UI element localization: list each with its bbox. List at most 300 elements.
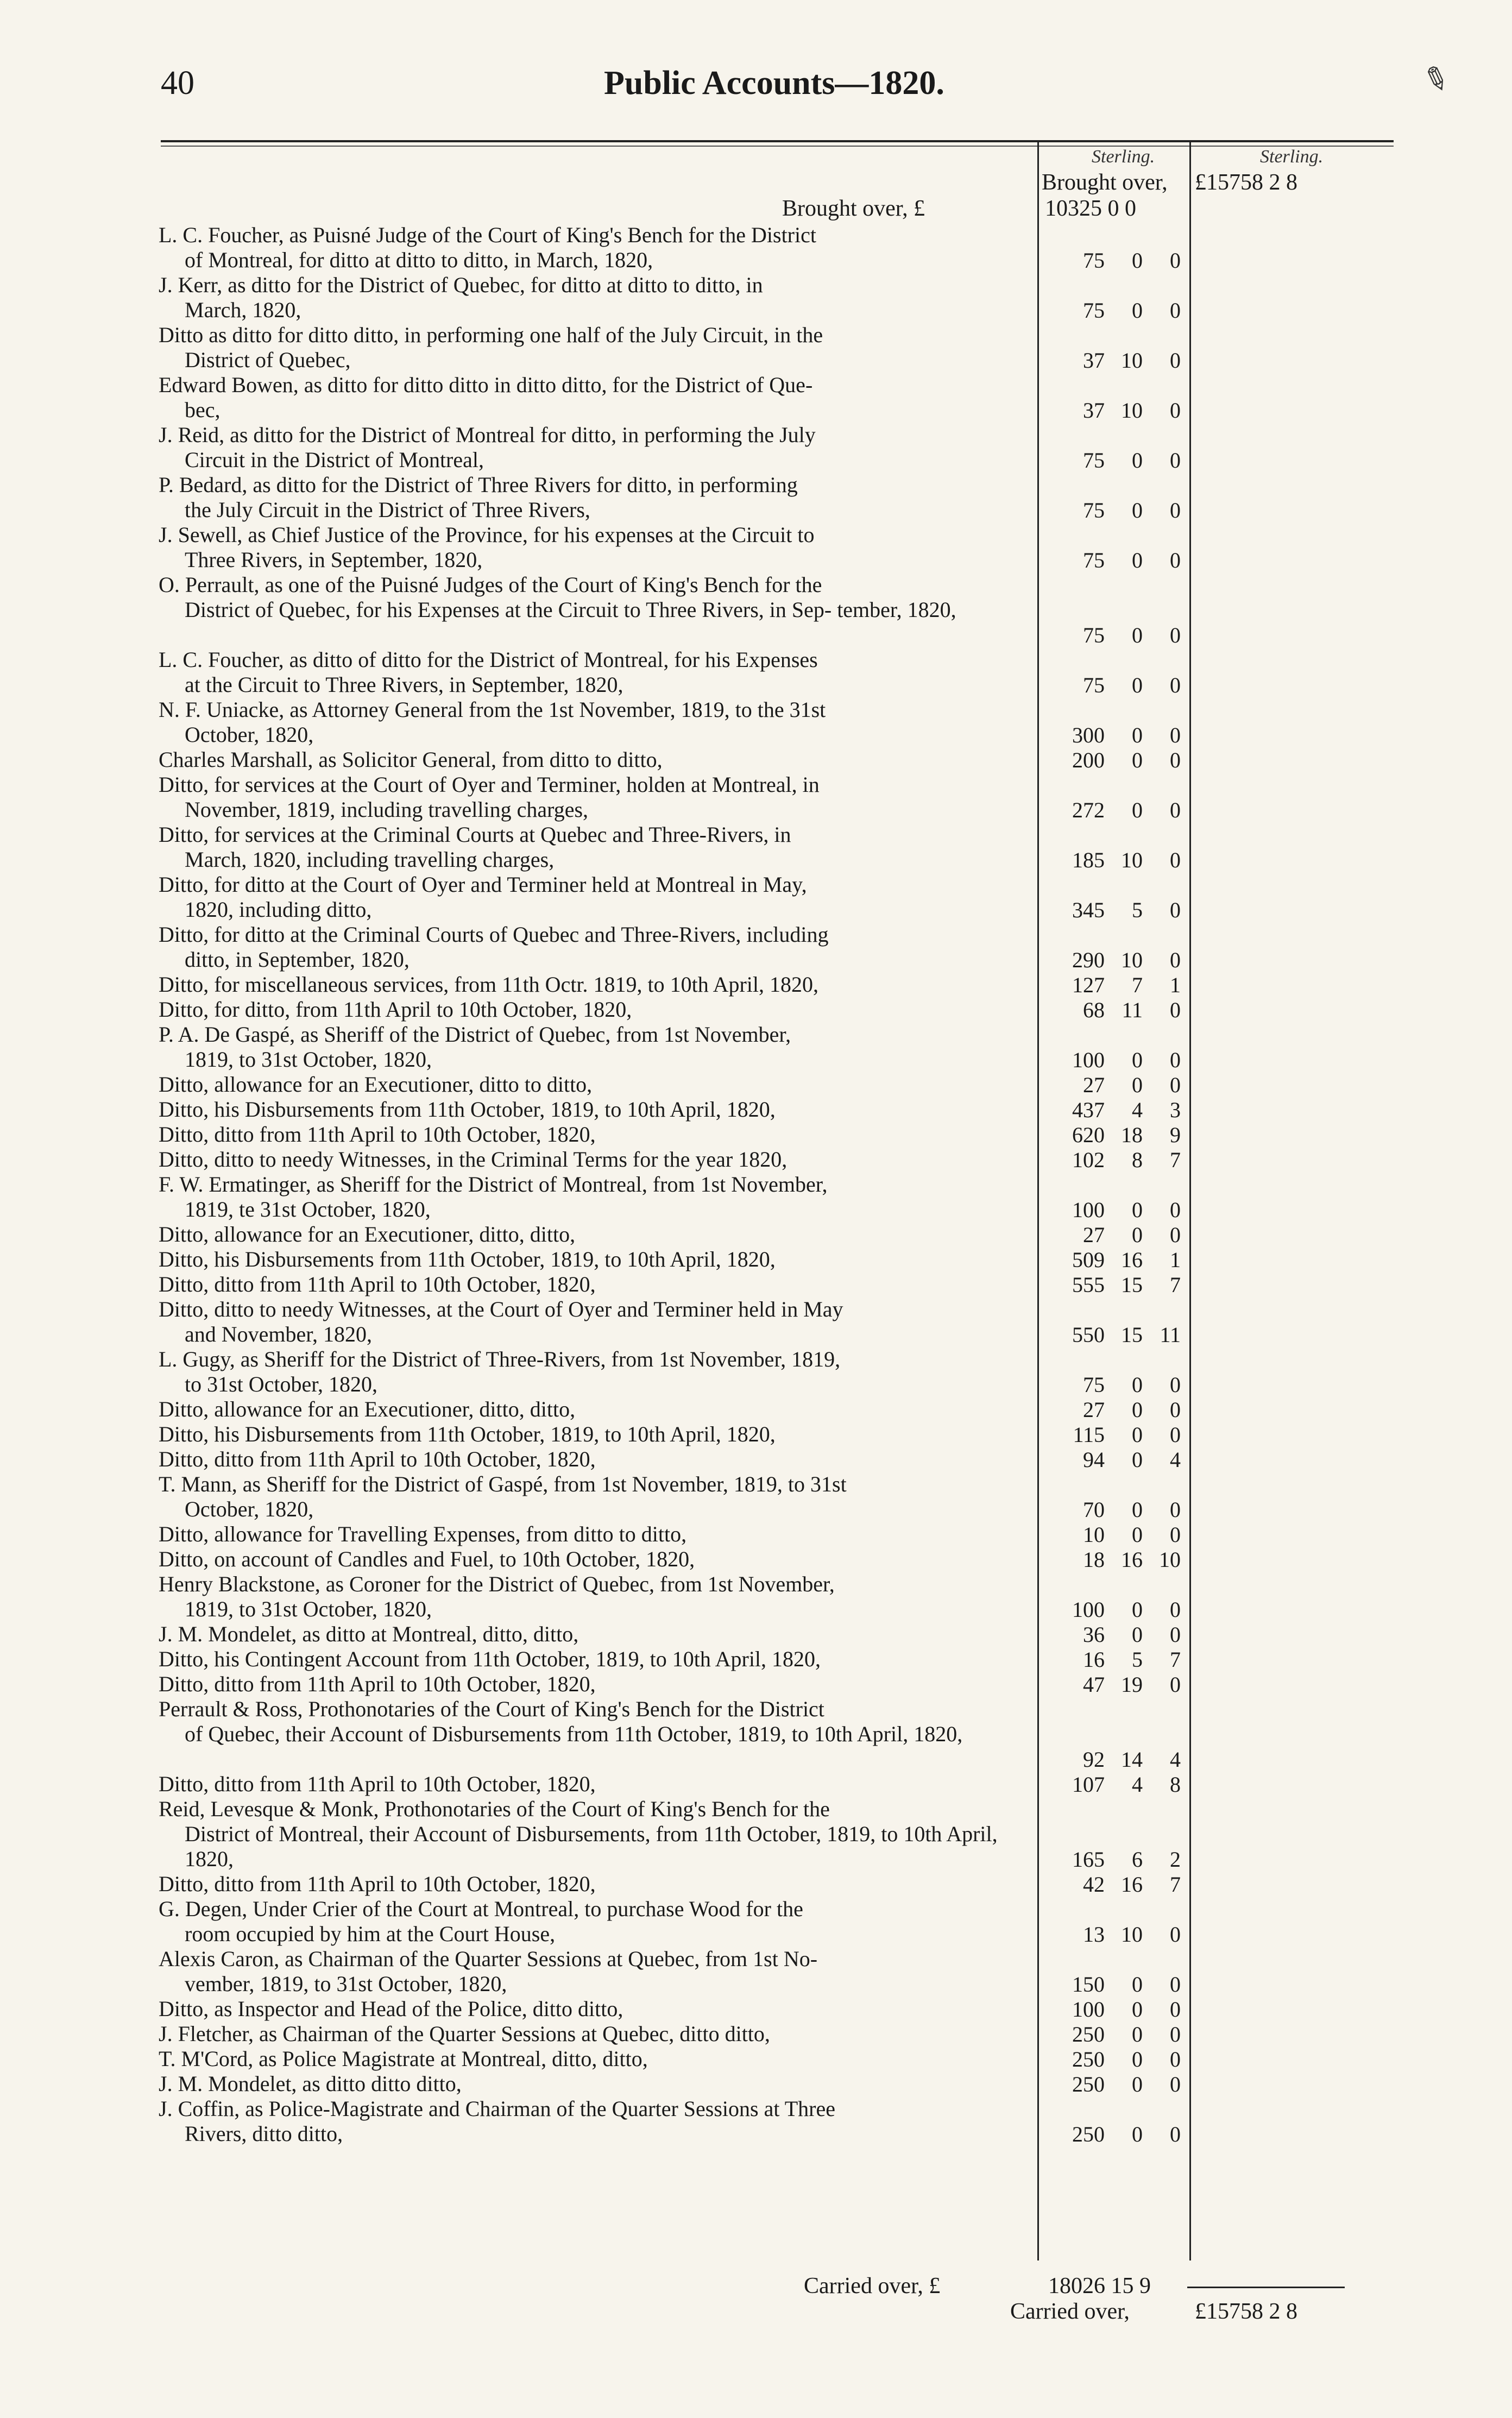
entry-text: T. Mann, as Sheriff for the District of Gaspé, from 1st November, 1819, to 31st: [159, 1472, 847, 1496]
amount-pence: 10: [1159, 1547, 1181, 1572]
amount-shillings: 7: [1132, 973, 1143, 997]
amount-shillings: 4: [1132, 1098, 1143, 1122]
entry-amount: [1040, 1197, 1181, 1223]
amount-shillings: 0: [1132, 2122, 1143, 2146]
amount-pounds: 75: [1083, 298, 1105, 323]
amount-pence: 0: [1170, 1422, 1181, 1447]
amount-pence: 0: [1170, 398, 1181, 423]
amount-shillings: 0: [1132, 2022, 1143, 2047]
amount-shillings: 10: [1121, 398, 1143, 423]
amount-shillings: 0: [1132, 1422, 1143, 1447]
entry-continuation: 1819, te 31st October, 1820,: [185, 1197, 431, 1221]
entry-amount: [1040, 1997, 1181, 2022]
ledger-entry: [159, 1522, 1038, 1547]
amount-pence: 0: [1170, 1522, 1181, 1547]
amount-pounds: 75: [1083, 1372, 1105, 1397]
entry-amount: [1040, 248, 1181, 273]
entry-amount: [1040, 498, 1181, 523]
entry-continuation: of Quebec, their Account of Disbursements from 11th October, 1819, to 10th April, 1820,: [185, 1722, 963, 1746]
amount-shillings: 0: [1132, 673, 1143, 697]
ledger-entry: [159, 1397, 1038, 1422]
entry-text: Ditto as ditto for ditto ditto, in performing one half of the July Circuit, in the: [159, 323, 823, 347]
amount-pence: 7: [1170, 1148, 1181, 1172]
amount-pence: 0: [1170, 1073, 1181, 1097]
ledger-entry: [159, 2071, 1038, 2096]
amount-pounds: 75: [1083, 248, 1105, 273]
amount-pence: 0: [1170, 2047, 1181, 2071]
ledger-entry: [159, 1947, 1038, 1997]
ledger-entry: [159, 522, 1038, 572]
entry-amount: [1040, 1847, 1181, 1872]
ledger-entry: [159, 2022, 1038, 2047]
amount-shillings: 18: [1121, 1123, 1143, 1147]
amount-pence: 0: [1170, 1597, 1181, 1622]
amount-pence: 0: [1170, 2122, 1181, 2146]
amount-pounds: 75: [1083, 448, 1105, 473]
entry-amount: [1040, 1647, 1181, 1672]
entry-text: Ditto, his Disbursements from 11th October, 1819, to 10th April, 1820,: [159, 1422, 776, 1446]
amount-pounds: 36: [1083, 1622, 1105, 1647]
ledger-entry: [159, 373, 1038, 423]
amount-pence: 7: [1170, 1872, 1181, 1897]
amount-pounds: 27: [1083, 1223, 1105, 1247]
amount-pounds: 107: [1072, 1772, 1105, 1797]
entry-text: Ditto, for ditto at the Court of Oyer and Terminer held at Montreal in May,: [159, 872, 807, 897]
entry-amount: [1040, 1272, 1181, 1298]
amount-shillings: 0: [1132, 1522, 1143, 1547]
sterling-heading-2: Sterling.: [1260, 147, 1324, 167]
amount-pounds: 437: [1072, 1098, 1105, 1122]
entry-amount: [1040, 947, 1181, 973]
entry-text: J. M. Mondelet, as ditto at Montreal, ditto, ditto,: [159, 1622, 579, 1646]
amount-shillings: 5: [1132, 1647, 1143, 1672]
amount-shillings: 0: [1132, 1997, 1143, 2022]
amount-pence: 0: [1170, 673, 1181, 697]
amount-pence: 0: [1170, 348, 1181, 373]
entry-amount: [1040, 997, 1181, 1023]
entry-amount: [1040, 1047, 1181, 1073]
amount-pounds: 250: [1072, 2047, 1105, 2071]
entry-continuation: District of Quebec, for his Expenses at the Circuit to Three Rivers, in Sep- tember, 1820,: [185, 597, 956, 622]
amount-pence: 8: [1170, 1772, 1181, 1797]
entry-amount: [1040, 1097, 1181, 1123]
ledger-entry: [159, 1897, 1038, 1947]
amount-pence: 0: [1170, 723, 1181, 747]
entry-continuation: ditto, in September, 1820,: [185, 947, 410, 972]
entry-continuation: at the Circuit to Three Rivers, in September, 1820,: [185, 672, 623, 697]
entry-amount: [1040, 1147, 1181, 1173]
entry-text: Ditto, allowance for an Executioner, ditto, ditto,: [159, 1222, 576, 1246]
entry-continuation: 1819, to 31st October, 1820,: [185, 1597, 432, 1621]
ledger-entry: [159, 872, 1038, 922]
amount-shillings: 14: [1121, 1747, 1143, 1772]
entry-continuation: 1820, including ditto,: [185, 897, 372, 922]
entry-text: Ditto, for ditto at the Criminal Courts of Quebec and Three-Rivers, including: [159, 922, 829, 947]
carried-over-label-2: Carried over,: [1010, 2299, 1130, 2324]
entry-text: J. Kerr, as ditto for the District of Quebec, for ditto at ditto to ditto, in: [159, 273, 763, 297]
amount-shillings: 16: [1121, 1248, 1143, 1272]
entry-text: G. Degen, Under Crier of the Court at Montreal, to purchase Wood for the: [159, 1897, 803, 1921]
amount-pounds: 47: [1083, 1672, 1105, 1697]
header-rule-thin: [161, 146, 1394, 147]
entry-amount: [1040, 1422, 1181, 1447]
amount-shillings: 0: [1132, 1622, 1143, 1647]
entry-amount: [1040, 1322, 1181, 1347]
entry-amount: [1040, 747, 1181, 773]
amount-pounds: 272: [1072, 798, 1105, 822]
entry-amount: [1040, 1547, 1181, 1572]
amount-shillings: 0: [1132, 298, 1143, 323]
entry-continuation: March, 1820,: [185, 298, 301, 322]
amount-pounds: 16: [1083, 1647, 1105, 1672]
ledger-entry: [159, 1422, 1038, 1447]
entry-amount: [1040, 2047, 1181, 2072]
amount-pence: 0: [1170, 1922, 1181, 1947]
amount-shillings: 0: [1132, 1447, 1143, 1472]
amount-pounds: 27: [1083, 1397, 1105, 1422]
entry-amount: [1040, 1247, 1181, 1273]
entry-text: L. C. Foucher, as Puisné Judge of the Court of King's Bench for the District: [159, 223, 816, 247]
entry-continuation: room occupied by him at the Court House,: [185, 1922, 556, 1946]
amount-shillings: 0: [1132, 1972, 1143, 1997]
entry-text: F. W. Ermatinger, as Sheriff for the District of Montreal, from 1st November,: [159, 1172, 828, 1197]
entry-text: Ditto, his Disbursements from 11th October, 1819, to 10th April, 1820,: [159, 1097, 776, 1122]
amount-shillings: 0: [1132, 498, 1143, 522]
entry-amount: [1040, 1222, 1181, 1248]
entry-amount: [1040, 1872, 1181, 1897]
amount-pence: 0: [1170, 548, 1181, 572]
amount-pounds: 185: [1072, 848, 1105, 872]
entry-continuation: November, 1819, including travelling charges,: [185, 797, 589, 822]
entry-text: Ditto, ditto from 11th April to 10th October, 1820,: [159, 1272, 596, 1296]
inner-brought-over-amount: 10325 0 0: [1045, 196, 1136, 221]
ledger-entry: [159, 1147, 1038, 1172]
amount-pounds: 102: [1072, 1148, 1105, 1172]
amount-shillings: 5: [1132, 898, 1143, 922]
ledger-entry: [159, 697, 1038, 747]
amount-pounds: 42: [1083, 1872, 1105, 1897]
amount-shillings: 0: [1132, 1397, 1143, 1422]
amount-pence: 0: [1170, 248, 1181, 273]
amount-shillings: 0: [1132, 1223, 1143, 1247]
carried-over-amount: 18026 15 9: [1048, 2274, 1151, 2299]
ledger-entry: [159, 1997, 1038, 2022]
amount-pence: 0: [1170, 298, 1181, 323]
entry-continuation: Rivers, ditto ditto,: [185, 2121, 343, 2146]
amount-pounds: 100: [1072, 1997, 1105, 2022]
entry-text: P. Bedard, as ditto for the District of Three Rivers for ditto, in performing: [159, 473, 798, 497]
amount-pounds: 75: [1083, 498, 1105, 522]
ledger-entry: [159, 1872, 1038, 1897]
entry-amount: [1040, 622, 1181, 648]
amount-shillings: 0: [1132, 1048, 1143, 1072]
amount-shillings: 15: [1121, 1273, 1143, 1297]
entry-amount: [1040, 672, 1181, 698]
amount-pounds: 550: [1072, 1323, 1105, 1347]
ledger-entry: [159, 1272, 1038, 1297]
amount-pounds: 94: [1083, 1447, 1105, 1472]
amount-shillings: 16: [1121, 1547, 1143, 1572]
entry-amount: [1040, 797, 1181, 823]
amount-shillings: 0: [1132, 2047, 1143, 2071]
entry-text: Ditto, on account of Candles and Fuel, to 10th October, 1820,: [159, 1547, 695, 1571]
entry-amount: [1040, 1497, 1181, 1522]
entry-text: Ditto, ditto to needy Witnesses, at the Court of Oyer and Terminer held in May: [159, 1297, 843, 1321]
amount-pence: 0: [1170, 998, 1181, 1022]
amount-pence: 7: [1170, 1273, 1181, 1297]
entry-text: P. A. De Gaspé, as Sheriff of the District of Quebec, from 1st November,: [159, 1022, 791, 1047]
entry-text: Ditto, his Disbursements from 11th October, 1819, to 10th April, 1820,: [159, 1247, 776, 1271]
entry-continuation: Circuit in the District of Montreal,: [185, 448, 484, 472]
amount-shillings: 0: [1132, 1198, 1143, 1222]
amount-shillings: 0: [1132, 448, 1143, 473]
amount-pence: 4: [1170, 1747, 1181, 1772]
entry-text: Ditto, ditto from 11th April to 10th October, 1820,: [159, 1672, 596, 1696]
inner-brought-over-label: Brought over, £: [782, 196, 925, 221]
amount-pounds: 75: [1083, 548, 1105, 572]
ledger-entry: [159, 1472, 1038, 1522]
amount-pence: 4: [1170, 1447, 1181, 1472]
entry-amount: [1040, 348, 1181, 373]
amount-pence: 3: [1170, 1098, 1181, 1122]
entry-text: Ditto, ditto from 11th April to 10th October, 1820,: [159, 1447, 596, 1471]
entry-text: Ditto, for miscellaneous services, from 11th Octr. 1819, to 10th April, 1820,: [159, 972, 818, 997]
amount-shillings: 10: [1121, 848, 1143, 872]
entry-amount: [1040, 448, 1181, 473]
ledger-entry: [159, 1547, 1038, 1572]
ledger-entry: [159, 273, 1038, 323]
entry-text: Ditto, allowance for Travelling Expenses, from ditto to ditto,: [159, 1522, 687, 1546]
amount-pounds: 290: [1072, 948, 1105, 972]
entry-text: N. F. Uniacke, as Attorney General from the 1st November, 1819, to the 31st: [159, 697, 826, 722]
entry-amount: [1040, 2121, 1181, 2147]
amount-pounds: 509: [1072, 1248, 1105, 1272]
carried-over-label: Carried over, £: [804, 2274, 941, 2299]
amount-pence: 0: [1170, 948, 1181, 972]
amount-pence: 0: [1170, 898, 1181, 922]
amount-pounds: 165: [1072, 1847, 1105, 1872]
entry-text: Ditto, for services at the Court of Oyer and Terminer, holden at Montreal, in: [159, 772, 820, 797]
amount-pounds: 345: [1072, 898, 1105, 922]
entry-amount: [1040, 722, 1181, 748]
amount-shillings: 10: [1121, 948, 1143, 972]
entry-text: Henry Blackstone, as Coroner for the District of Quebec, from 1st November,: [159, 1572, 835, 1596]
ledger-entry: [159, 1097, 1038, 1122]
ledger-entry: [159, 922, 1038, 972]
amount-pounds: 115: [1073, 1422, 1105, 1447]
entry-text: Ditto, ditto to needy Witnesses, in the Criminal Terms for the year 1820,: [159, 1147, 788, 1172]
entry-text: O. Perrault, as one of the Puisné Judges of the Court of King's Bench for the: [159, 572, 822, 597]
amount-pence: 0: [1170, 2072, 1181, 2096]
amount-shillings: 0: [1132, 1372, 1143, 1397]
entry-continuation: vember, 1819, to 31st October, 1820,: [185, 1972, 507, 1996]
ledger-entry: [159, 2096, 1038, 2146]
entry-amount: [1040, 1922, 1181, 1947]
entry-amount: [1040, 298, 1181, 323]
entry-text: Ditto, for ditto, from 11th April to 10th October, 1820,: [159, 997, 632, 1022]
entry-text: Perrault & Ross, Prothonotaries of the Court of King's Bench for the District: [159, 1697, 824, 1721]
amount-pence: 0: [1170, 798, 1181, 822]
amount-pounds: 37: [1083, 398, 1105, 423]
entry-text: Ditto, his Contingent Account from 11th October, 1819, to 10th April, 1820,: [159, 1647, 821, 1671]
carried-over-rule: [1187, 2287, 1345, 2288]
entry-continuation: October, 1820,: [185, 722, 314, 747]
entry-text: Ditto, allowance for an Executioner, ditto to ditto,: [159, 1072, 593, 1097]
ledger-entry: [159, 223, 1038, 273]
entry-amount: [1040, 897, 1181, 923]
entry-continuation: the July Circuit in the District of Three Rivers,: [185, 498, 590, 522]
amount-pence: 0: [1170, 748, 1181, 772]
ledger-entry: [159, 772, 1038, 822]
entry-text: J. Reid, as ditto for the District of Montreal for ditto, in performing the July: [159, 423, 816, 447]
ledger-entry: [159, 1647, 1038, 1672]
ledger-entry: [159, 972, 1038, 997]
amount-shillings: 0: [1132, 548, 1143, 572]
amount-shillings: 0: [1132, 2072, 1143, 2096]
ledger-entry: [159, 1297, 1038, 1347]
entry-continuation: bec,: [185, 398, 220, 422]
ledger-entry: [159, 1072, 1038, 1097]
entry-amount: [1040, 1072, 1181, 1098]
amount-shillings: 0: [1132, 798, 1143, 822]
amount-pence: 0: [1170, 848, 1181, 872]
entry-continuation: and November, 1820,: [185, 1322, 372, 1346]
amount-pence: 7: [1170, 1647, 1181, 1672]
entry-text: J. M. Mondelet, as ditto ditto ditto,: [159, 2071, 462, 2096]
ledger-entry: [159, 647, 1038, 697]
entry-amount: [1040, 1672, 1181, 1697]
entry-text: L. C. Foucher, as ditto of ditto for the District of Montreal, for his Expenses: [159, 647, 818, 672]
ledger-entry: [159, 1247, 1038, 1272]
ledger-entry: [159, 1697, 1038, 1747]
amount-shillings: 10: [1121, 1922, 1143, 1947]
ledger-entry: [159, 1572, 1038, 1622]
amount-pounds: 200: [1072, 748, 1105, 772]
amount-pounds: 100: [1072, 1048, 1105, 1072]
amount-pounds: 18: [1083, 1547, 1105, 1572]
amount-pounds: 100: [1072, 1597, 1105, 1622]
amount-pence: 0: [1170, 1497, 1181, 1522]
amount-pence: 0: [1170, 1048, 1181, 1072]
entry-amount: [1040, 1772, 1181, 1797]
entry-text: Charles Marshall, as Solicitor General, from ditto to ditto,: [159, 747, 663, 772]
amount-pounds: 127: [1072, 973, 1105, 997]
amount-pounds: 300: [1072, 723, 1105, 747]
ledger-entry: [159, 747, 1038, 772]
entry-continuation: March, 1820, including travelling charges,: [185, 847, 555, 872]
carried-over-amount-2: £15758 2 8: [1195, 2299, 1297, 2324]
entry-amount: [1040, 547, 1181, 573]
entry-amount: [1040, 2022, 1181, 2047]
amount-shillings: 4: [1132, 1772, 1143, 1797]
amount-pounds: 13: [1083, 1922, 1105, 1947]
amount-pounds: 27: [1083, 1073, 1105, 1097]
outer-brought-over-amount: £15758 2 8: [1195, 170, 1297, 195]
amount-pence: 11: [1160, 1323, 1181, 1347]
entry-amount: [1040, 972, 1181, 998]
amount-pounds: 68: [1083, 998, 1105, 1022]
amount-pence: 0: [1170, 448, 1181, 473]
entry-amount: [1040, 1622, 1181, 1647]
entry-amount: [1040, 1972, 1181, 1997]
amount-column-right-rule: [1189, 142, 1191, 2260]
entry-text: J. Fletcher, as Chairman of the Quarter Sessions at Quebec, ditto ditto,: [159, 2022, 770, 2046]
ledger-entry: [159, 1447, 1038, 1472]
amount-shillings: 16: [1121, 1872, 1143, 1897]
entry-text: J. Sewell, as Chief Justice of the Province, for his expenses at the Circuit to: [159, 522, 815, 547]
header-rule: [161, 140, 1394, 142]
amount-pence: 0: [1170, 1397, 1181, 1422]
amount-pence: 1: [1170, 1248, 1181, 1272]
amount-pence: 0: [1170, 1672, 1181, 1697]
entry-continuation: 1819, to 31st October, 1820,: [185, 1047, 432, 1072]
entry-continuation: District of Montreal, their Account of Disbursements, from 11th October, 1819, to 10th April, 1820,: [185, 1822, 998, 1871]
entry-amount: [1040, 398, 1181, 423]
amount-shillings: 0: [1132, 748, 1143, 772]
entry-text: Alexis Caron, as Chairman of the Quarter Sessions at Quebec, from 1st No-: [159, 1947, 818, 1971]
entry-amount: [1040, 1747, 1181, 1772]
ledger-entry: [159, 1122, 1038, 1147]
amount-pence: 0: [1170, 2022, 1181, 2047]
amount-pounds: 250: [1072, 2022, 1105, 2047]
amount-pence: 0: [1170, 1372, 1181, 1397]
outer-brought-over-label: Brought over,: [1042, 170, 1168, 195]
amount-pence: 0: [1170, 498, 1181, 522]
amount-shillings: 0: [1132, 248, 1143, 273]
entry-text: Reid, Levesque & Monk, Prothonotaries of the Court of King's Bench for the: [159, 1797, 830, 1821]
amount-pounds: 37: [1083, 348, 1105, 373]
amount-pence: 2: [1170, 1847, 1181, 1872]
entry-text: Ditto, ditto from 11th April to 10th October, 1820,: [159, 1872, 596, 1896]
entry-text: Ditto, ditto from 11th April to 10th October, 1820,: [159, 1122, 596, 1147]
ledger-entry: [159, 1222, 1038, 1247]
entry-continuation: to 31st October, 1820,: [185, 1372, 378, 1396]
ledger-entry: [159, 822, 1038, 872]
entry-amount: [1040, 1372, 1181, 1397]
ledger-entry: [159, 997, 1038, 1022]
ledger-entry: [159, 1347, 1038, 1397]
amount-pence: 0: [1170, 1997, 1181, 2022]
ledger-entry: [159, 473, 1038, 522]
amount-pounds: 10: [1083, 1522, 1105, 1547]
amount-shillings: 0: [1132, 723, 1143, 747]
entry-text: Ditto, as Inspector and Head of the Police, ditto ditto,: [159, 1997, 623, 2021]
entry-text: Ditto, ditto from 11th April to 10th October, 1820,: [159, 1772, 596, 1796]
entry-amount: [1040, 1522, 1181, 1547]
amount-shillings: 11: [1122, 998, 1143, 1022]
entry-amount: [1040, 1122, 1181, 1148]
sterling-heading-1: Sterling.: [1092, 147, 1155, 167]
ledger-entry: [159, 1672, 1038, 1697]
amount-shillings: 0: [1132, 1497, 1143, 1522]
entry-amount: [1040, 1597, 1181, 1622]
ledger-entry: [159, 423, 1038, 473]
ledger-entry: [159, 2047, 1038, 2071]
amount-pence: 9: [1170, 1123, 1181, 1147]
ledger-entry: [159, 572, 1038, 622]
entry-text: Ditto, for services at the Criminal Courts at Quebec and Three-Rivers, in: [159, 822, 791, 847]
entry-continuation: of Montreal, for ditto at ditto to ditto, in March, 1820,: [185, 248, 653, 272]
amount-pounds: 620: [1072, 1123, 1105, 1147]
amount-pounds: 150: [1072, 1972, 1105, 1997]
amount-shillings: 6: [1132, 1847, 1143, 1872]
ledger-entry: [159, 1022, 1038, 1072]
entry-text: J. Coffin, as Police-Magistrate and Chairman of the Quarter Sessions at Three: [159, 2096, 835, 2121]
entry-text: Ditto, allowance for an Executioner, ditto, ditto,: [159, 1397, 576, 1421]
page-title: Public Accounts—1820.: [604, 65, 944, 102]
amount-shillings: 15: [1121, 1323, 1143, 1347]
ledger-entry: [159, 1622, 1038, 1647]
